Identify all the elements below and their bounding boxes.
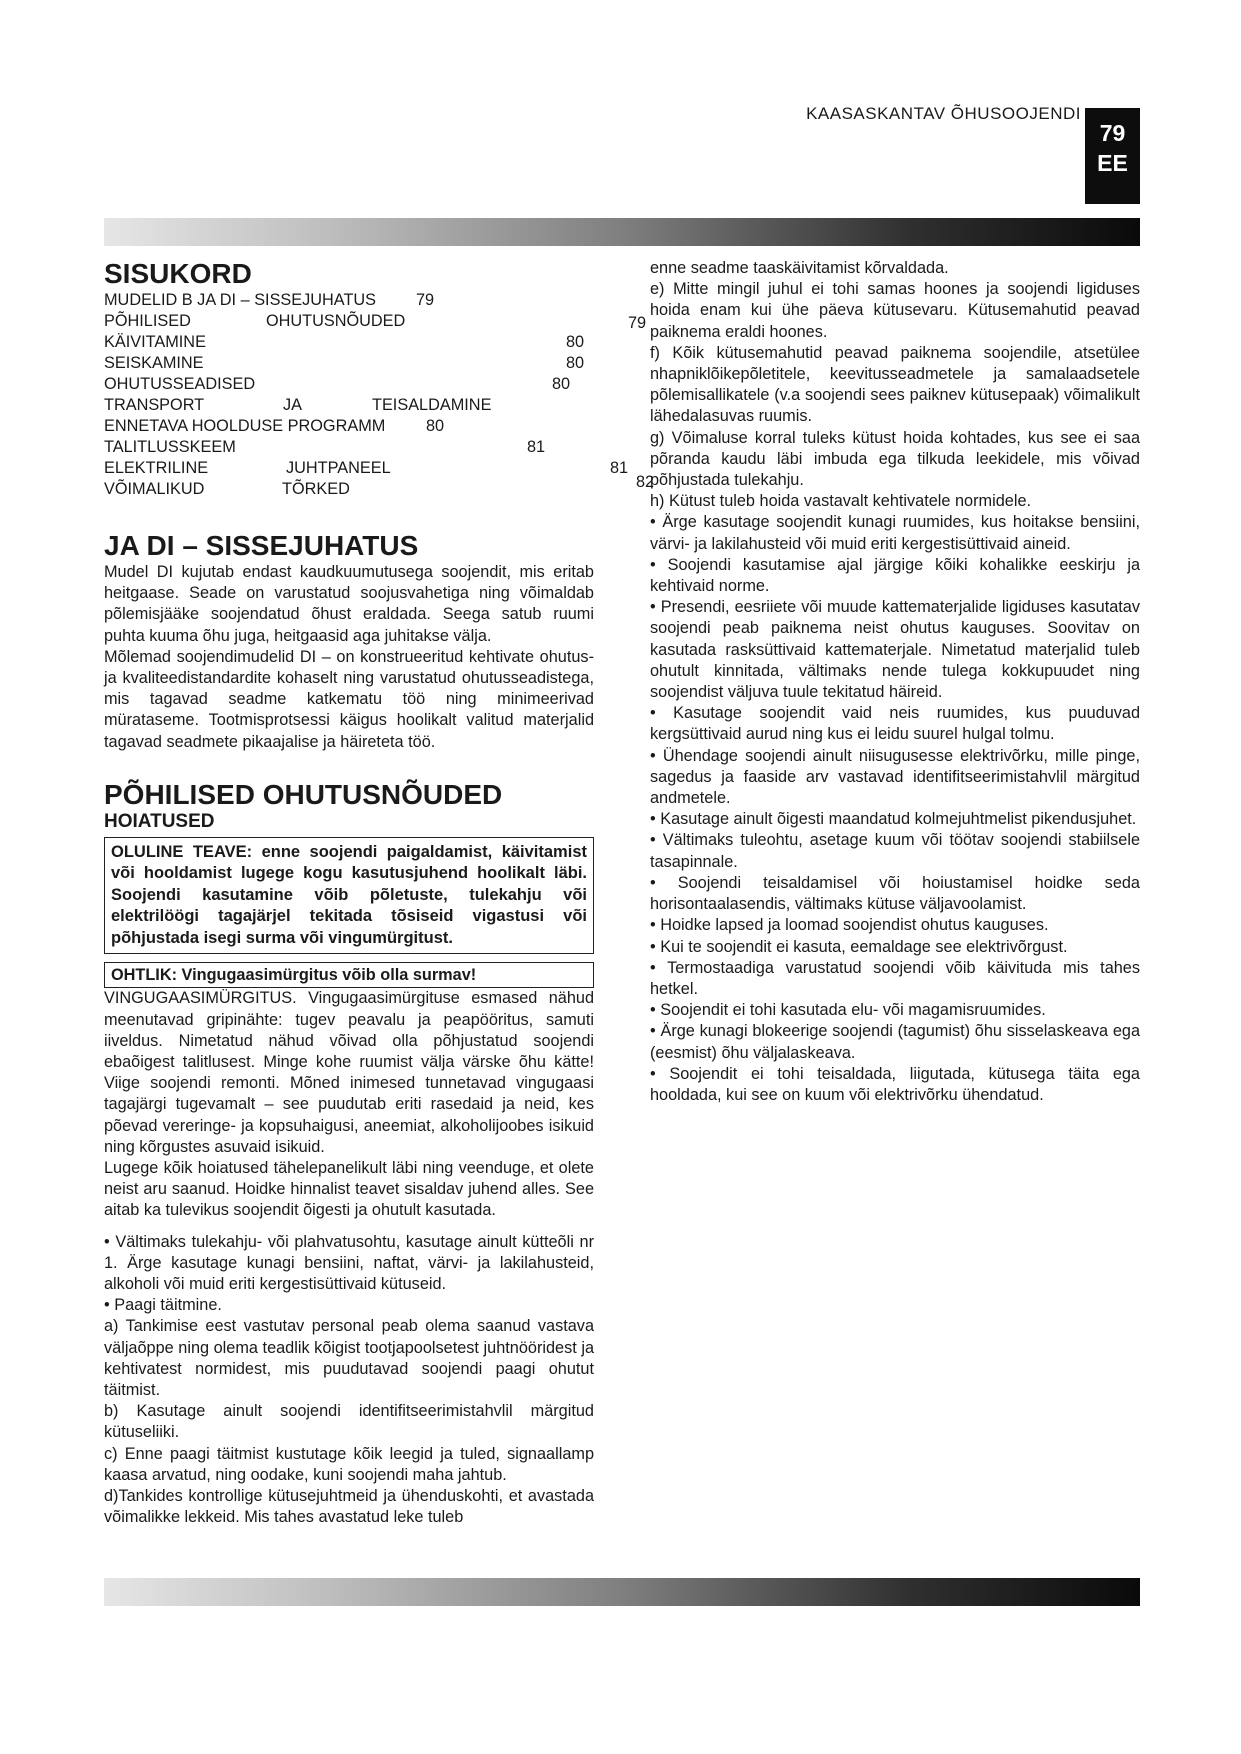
right-column — [650, 258, 1140, 1106]
toc-entry[interactable]: MUDELID B JA DI – SISSEJUHATUS 79 — [104, 291, 435, 309]
body-paragraph: c) Enne paagi täitmist kustutage kõik leegid ja tuled, signaallamp kaasa arvatud, ning oodake, kuni soojendi maha jahtub. — [104, 1444, 594, 1484]
page-badge — [1085, 108, 1140, 204]
page-number: 79 — [1099, 120, 1126, 146]
bottom-gradient-bar — [104, 1578, 1140, 1606]
body-paragraph: • Vältimaks tulekahju- või plahvatusohtu, kasutage ainult kütteõli nr 1. Ärge kasutage kunagi bensiini, naftat, värvi- ja lakilahusteid, alkoholi või muid eriti kergestisüttivaid kütuseid. — [104, 1232, 594, 1293]
warnings-subtitle: HOIATUSED — [104, 810, 215, 832]
body-paragraph: • Paagi täitmine. — [104, 1296, 222, 1315]
toc-entry[interactable]: TALITLUSSKEEM 81 — [104, 438, 546, 456]
list-item: enne seadme taaskäivitamist kõrvaldada. — [650, 259, 949, 277]
toc-list — [104, 290, 655, 500]
top-gradient-bar — [104, 218, 1140, 246]
left-column — [104, 258, 655, 1528]
list-item: g) Võimaluse korral tuleks kütust hoida kohtades, kus see ei saa põranda kaudu läbi imbuda ega tilkuda leekidele, mis võivad põhjustada tulekahju. — [650, 428, 1140, 490]
toc-entry[interactable]: VÕIMALIKUD TÕRKED 82 — [104, 473, 655, 498]
toc-entry[interactable]: TRANSPORT JA TEISALDAMINE — [104, 396, 492, 414]
body-paragraph: b) Kasutage ainult soojendi identifitseerimistahvlil märgitud kütuseliiki. — [104, 1402, 594, 1442]
toc-entry[interactable]: OHUTUSSEADISED 80 — [104, 375, 571, 393]
toc-entry[interactable]: KÄIVITAMINE 80 — [104, 333, 585, 351]
body-paragraph: d)Tankides kontrollige kütusejuhtmeid ja ühenduskohti, et avastada võimalikke lekkeid. Mis tahes avastatud leke tuleb — [104, 1487, 594, 1527]
language-code: EE — [1097, 150, 1128, 176]
toc-entry[interactable]: ENNETAVA HOOLDUSE PROGRAMM 80 — [104, 417, 445, 435]
list-item: • Kasutage ainult õigesti maandatud kolmejuhtmelist pikendusjuhet. — [650, 810, 1137, 829]
safety-title: PÕHILISED OHUTUSNÕUDED — [104, 778, 503, 810]
toc-entry[interactable]: ELEKTRILINE JUHTPANEEL 81 — [104, 459, 629, 477]
list-item: • Soojendit ei tohi teisaldada, liigutada, kütusega täita ega hooldada, kui see on kuum või elektrivõrku ühendatud. — [650, 1064, 1140, 1104]
list-item: • Vältimaks tuleohtu, asetage kuum või töötav soojendi stabiilsele tasapinnale. — [650, 831, 1140, 871]
intro-paragraph: Mõlemad soojendimudelid DI – on konstrueeritud kehtivate ohutus- ja kvaliteedistandardite kohaselt ning varustatud ohutusseadistega, mis tagavad seadme katkematu töö ning minimeerivad mürataseme. Tootmisprotsessi käigus hoolikalt valitud materjalid tagavad seadmete pikaajalise ja häireteta töö. — [104, 647, 594, 751]
list-item: • Soojendi kasutamise ajal järgige kõiki kohalikke eeskirju ja kehtivaid norme. — [650, 555, 1140, 596]
intro-paragraph: Mudel DI kujutab endast kaudkuumutusega soojendit, mis eritab heitgaase. Seade on varustatud soojusvahetiga ning võimaldab põlemisjääke soojendatud õhust eraldada. Seega satub ruumi puhta kuuma õhu juga, heitgaasid aga juhitakse välja. — [104, 563, 594, 645]
list-item: • Kasutage soojendit vaid neis ruumides, kus puuduvad kergsüttivaid aurud ning kus ei leidu suurel hulgal tolmu. — [650, 704, 1140, 744]
list-item: • Soojendi teisaldamisel või hoiustamisel hoidke seda horisontaalasendis, vältimaks kütuse väljavoolamist. — [650, 873, 1140, 914]
list-item: • Ärge kasutage soojendit kunagi ruumides, kus hoitakse bensiini, värvi- ja lakilahusteid või muid eriti kergestisüttivaid aineid. — [650, 513, 1140, 553]
body-paragraph: Lugege kõik hoiatused tähelepanelikult läbi ning veenduge, et olete neist aru saanud. Hoidke hinnalist teavet sisaldav juhend alles. See aitab ka tulevikus soojendit õigesti ja ohutult kasutada. — [104, 1158, 594, 1220]
toc-entry[interactable]: PÕHILISED OHUTUSNÕUDED 79 — [104, 312, 647, 332]
list-item: h) Kütust tuleb hoida vastavalt kehtivatele normidele. — [650, 492, 1032, 511]
intro-title: JA DI – SISSEJUHATUS — [104, 530, 419, 561]
list-item: f) Kõik kütusemahutid peavad paiknema soojendile, atsetülee nhapniklõikepõletitele, keevitusseadmetele ja samalaadsetele põlemisallikatele (v.a soojendi sees paiknev kütusepaak) võimalikult lähedalasuvas ruumis. — [650, 343, 1140, 426]
toc-title: SISUKORD — [104, 258, 252, 289]
list-item: • Hoidke lapsed ja loomad soojendist ohutus kauguses. — [650, 916, 1049, 935]
list-item: • Presendi, eesriiete või muude kattematerjalide ligiduses kasutatav soojendi peab paiknema neist ohutus kauguses. Soovitav on kasutada rasksüttivaid kattematerjale. Nimetatud materjalid tuleb ohutult kinnitada, vältimaks nende tulega kokkupuudet ning soojendist väljuva tuule tekitatud häireid. — [650, 598, 1140, 702]
danger-notice-box: OHTLIK: Vingugaasimürgitus võib olla surmav! — [104, 962, 594, 988]
list-item: • Ühendage soojendi ainult niisugusesse elektrivõrku, mille pinge, sagedus ja faaside arv vastavad identifitseerimistahvlil märgitud andmetele. — [650, 746, 1140, 808]
header-title: KAASASKANTAV ÕHUSOOJENDI — [806, 104, 1081, 123]
toc-entry[interactable]: SEISKAMINE 80 — [104, 354, 585, 372]
list-item: • Ärge kunagi blokeerige soojendi (tagumist) õhu sisselaskeava ega (eesmist) õhu väljalaskeava. — [650, 1022, 1140, 1062]
important-notice-box: OLULINE TEAVE: enne soojendi paigaldamist, käivitamist või hooldamist lugege kogu kasutusjuhend hoolikalt läbi. Soojendi kasutamine võib põletuste, tulekahju või elektrilöögi tagajärjel tekitada tõsiseid vigastusi või põhjustada isegi surma või vingumürgitust. — [104, 837, 594, 955]
list-item: • Soojendit ei tohi kasutada elu- või magamisruumides. — [650, 1001, 1046, 1020]
list-item: • Kui te soojendit ei kasuta, eemaldage see elektrivõrgust. — [650, 937, 1068, 956]
body-paragraph: a) Tankimise eest vastutav personal peab olema saanud vastava väljaõppe ning olema teadlik kõigist tootjapoolsetest juhtnööridest ja kehtivatest normidest, mis puudutavad soojendi paagi ohutut täitmist. — [104, 1317, 594, 1399]
list-item: e) Mitte mingil juhul ei tohi samas hoones ja soojendi ligiduses hoida enam kui ühe päeva kütusevaru. Kütusemahutid peavad paiknema eraldi hoones. — [650, 280, 1140, 341]
body-paragraph: VINGUGAASIMÜRGITUS. Vingugaasimürgituse esmased nähud meenutavad gripinähte: tugev peavalu ja peapööritus, samuti iiveldus. Nimetatud nähud võivad olla põhjustatud soojendi ebaõigest talitlusest. Minge kohe ruumist välja värske õhu kätte! Viige soojendi remonti. Mõned inimesed tunnetavad vingugaasi tagajärgi tugevamalt – see puudutab eriti rasedaid ja neid, kes põevad vereringe- ja kopsuhaigusi, aneemiat, alkoholijoobes isikuid ning kõrgustes asuvaid isikuid. — [104, 989, 594, 1156]
list-item: • Termostaadiga varustatud soojendi võib käivituda mis tahes hetkel. — [650, 958, 1140, 998]
